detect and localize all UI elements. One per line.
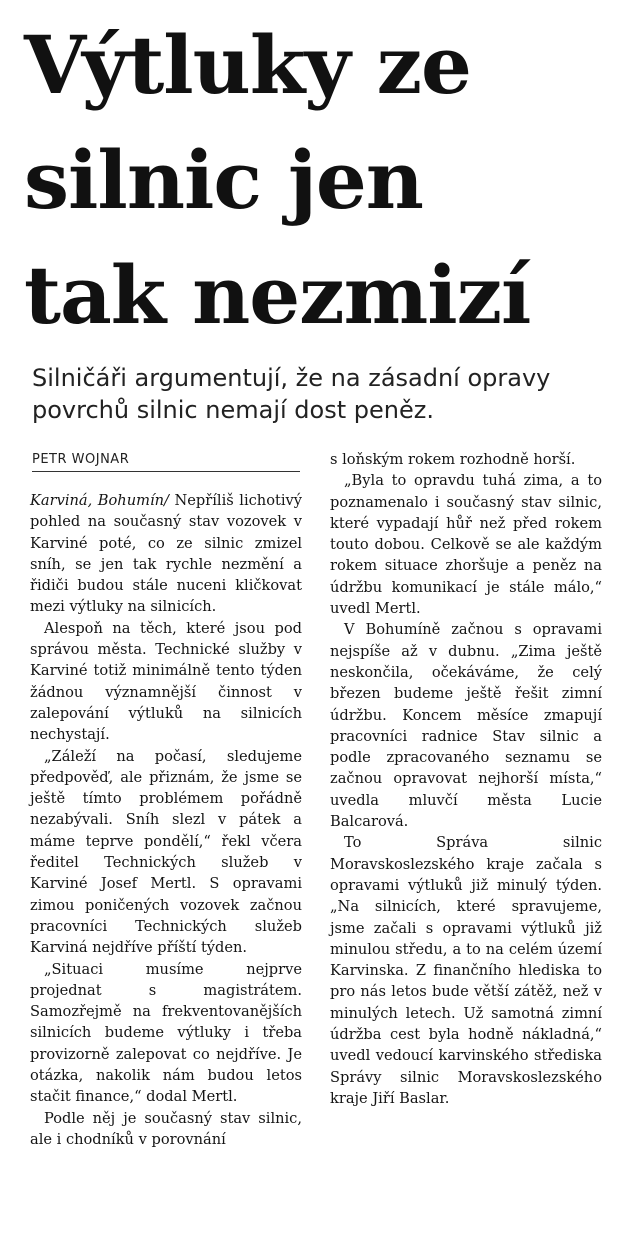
paragraph: s loňským rokem rozhodně horší. [330, 451, 576, 468]
paragraph: „Situaci musíme nejprve projednat s magistrátem. Samozřejmě na frekventovanějších silnicích budeme výtluky i třeba provizorně zalepovat co nejdříve. Je otázka, nakolik nám budou letos stačit finance,“ dodal Mertl. [30, 960, 302, 1106]
paragraph [30, 490, 302, 618]
paragraph: To Správa silnic Moravskoslezského kraje začala s opravami výtluků již minulý týden. „Na silnicích, které spravujeme, jsme začali s opravami výtluků již minulou středu, a to na celém území Karvinska. Z finančního hlediska to pro nás letos bude větší zátěž, než v minulých letech. Už samotná zimní údržba cest byla hodně nákladná,“ uvedl vedoucí karvinského střediska Správy silnic Moravskoslezského kraje Jiří Baslar. [330, 834, 602, 1107]
paragraph: „Byla to opravdu tuhá zima, a to poznamenalo i současný stav silnic, které vypadají hůř než před rokem touto dobou. Celkově se ale každým rokem situace zhoršuje a peněz na údržbu komunikací je stále málo,“ uvedl Mertl. [330, 472, 602, 618]
headline [24, 8, 614, 353]
paragraph: „Záleží na počasí, sledujeme předpověď, ale přiznám, že jsme se ještě tímto problémem pořádně nezabývali. Sníh slezl v pátek a máme teprve pondělí,“ řekl včera ředitel Technických služeb v Karviné Josef Mertl. S opravami zimou poničených vozovek začnou pracovníci Technických služeb Karviná nejdříve příští týden. [30, 747, 302, 957]
paragraph-text: Nepříliš lichotivý pohled na současný stav vozovek v Karviné poté, co ze silnic zmizel sníh, se jen tak rychle nezmění a řidiči budou stále nuceni kličkovat mezi výtluky na silnicích. [30, 492, 303, 616]
paragraph: Alespoň na těch, které jsou pod správou města. Technické služby v Karviné totiž minimálně tento týden žádnou významnější činnost v zalepování výtluků na silnicích nechystají. [30, 619, 302, 744]
byline: PETR WOJNAR [32, 452, 300, 472]
paragraph: V Bohumíně začnou s opravami nejspíše až v dubnu. „Zima ještě neskončila, očekáváme, že celý březen budeme ještě řešit zimní údržbu. Koncem měsíce zmapují pracovníci radnice Stav silnic a podle zpracovaného seznamu se začnou opravovat nejhorší místa,“ uvedla mluvčí města Lucie Balcarová. [330, 621, 602, 831]
subheadline: Silničáři argumentují, že na zásadní opravy povrchů silnic nemají dost peněz. [32, 364, 551, 424]
headline-line-3: tak nezmizí [24, 248, 531, 342]
paragraph: Podle něj je současný stav silnic, ale i chodníků v porovnání [30, 1109, 302, 1148]
article-column-right [330, 449, 602, 1109]
headline-line-2: silnic jen [24, 133, 423, 227]
article-column-left [30, 490, 302, 1150]
dateline: Karviná, Bohumín/ [30, 492, 169, 509]
headline-line-1: Výtluky ze [24, 18, 471, 112]
